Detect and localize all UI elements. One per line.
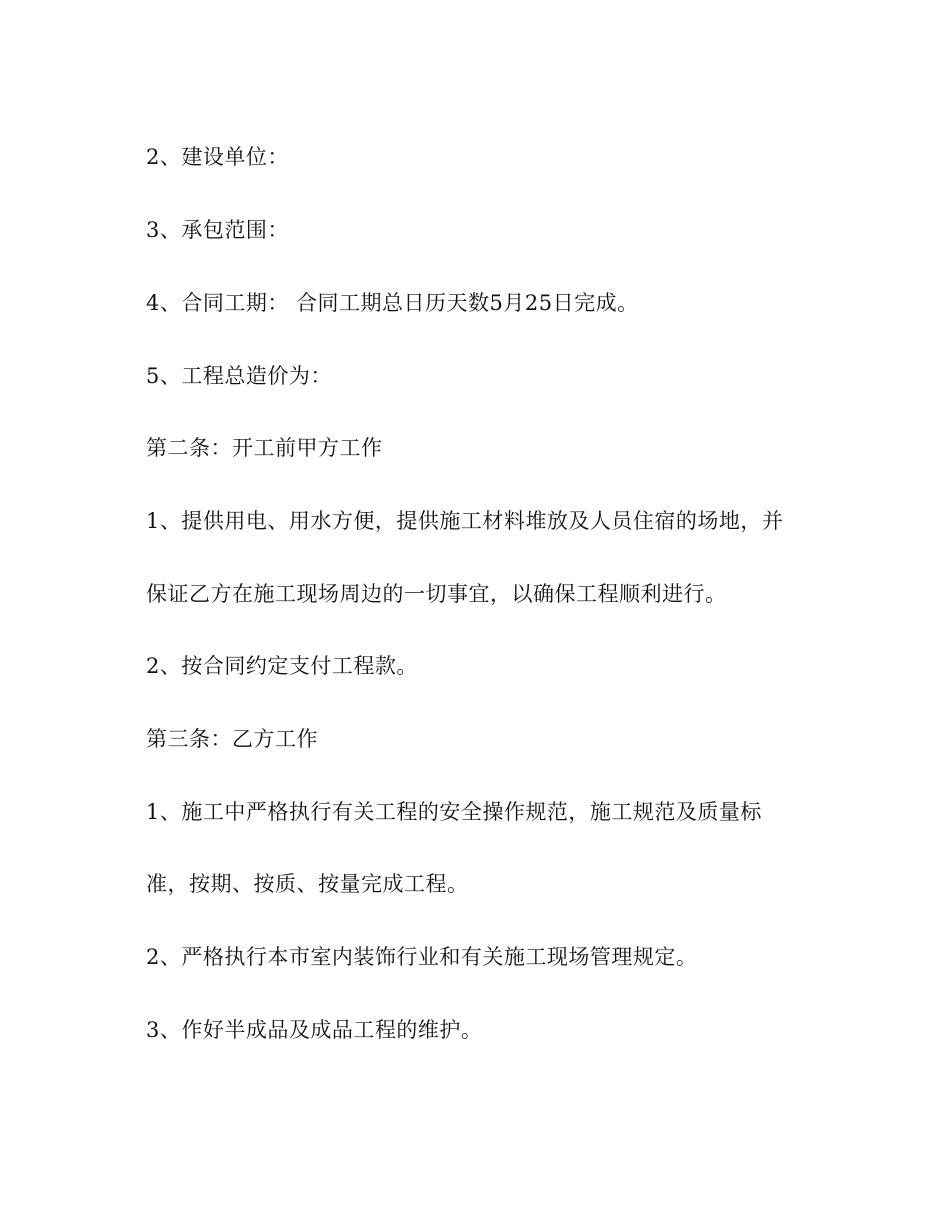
party-a-item-1-line-2: 保证乙方在施工现场周边的一切事宜，以确保工程顺利进行。 [146, 582, 727, 606]
clause-construction-unit: 2、建设单位： [146, 145, 289, 169]
article-three-heading: 第三条：乙方工作 [146, 727, 318, 751]
party-a-item-1-line-1: 1、提供用电、用水方便，提供施工材料堆放及人员住宿的场地，并 [146, 509, 784, 533]
party-b-item-2: 2、严格执行本市室内装饰行业和有关施工现场管理规定。 [146, 945, 698, 969]
clause-contract-period: 4、合同工期： 合同工期总日历天数5月25日完成。 [146, 291, 639, 315]
party-a-item-2: 2、按合同约定支付工程款。 [146, 654, 418, 678]
party-b-item-3: 3、作好半成品及成品工程的维护。 [146, 1018, 483, 1042]
party-b-item-1-line-1: 1、施工中严格执行有关工程的安全操作规范，施工规范及质量标 [146, 800, 762, 824]
article-two-heading: 第二条：开工前甲方工作 [146, 436, 383, 460]
clause-contract-scope: 3、承包范围： [146, 218, 289, 242]
clause-total-cost: 5、工程总造价为： [146, 364, 332, 388]
party-b-item-1-line-2: 准，按期、按质、按量完成工程。 [146, 872, 469, 896]
